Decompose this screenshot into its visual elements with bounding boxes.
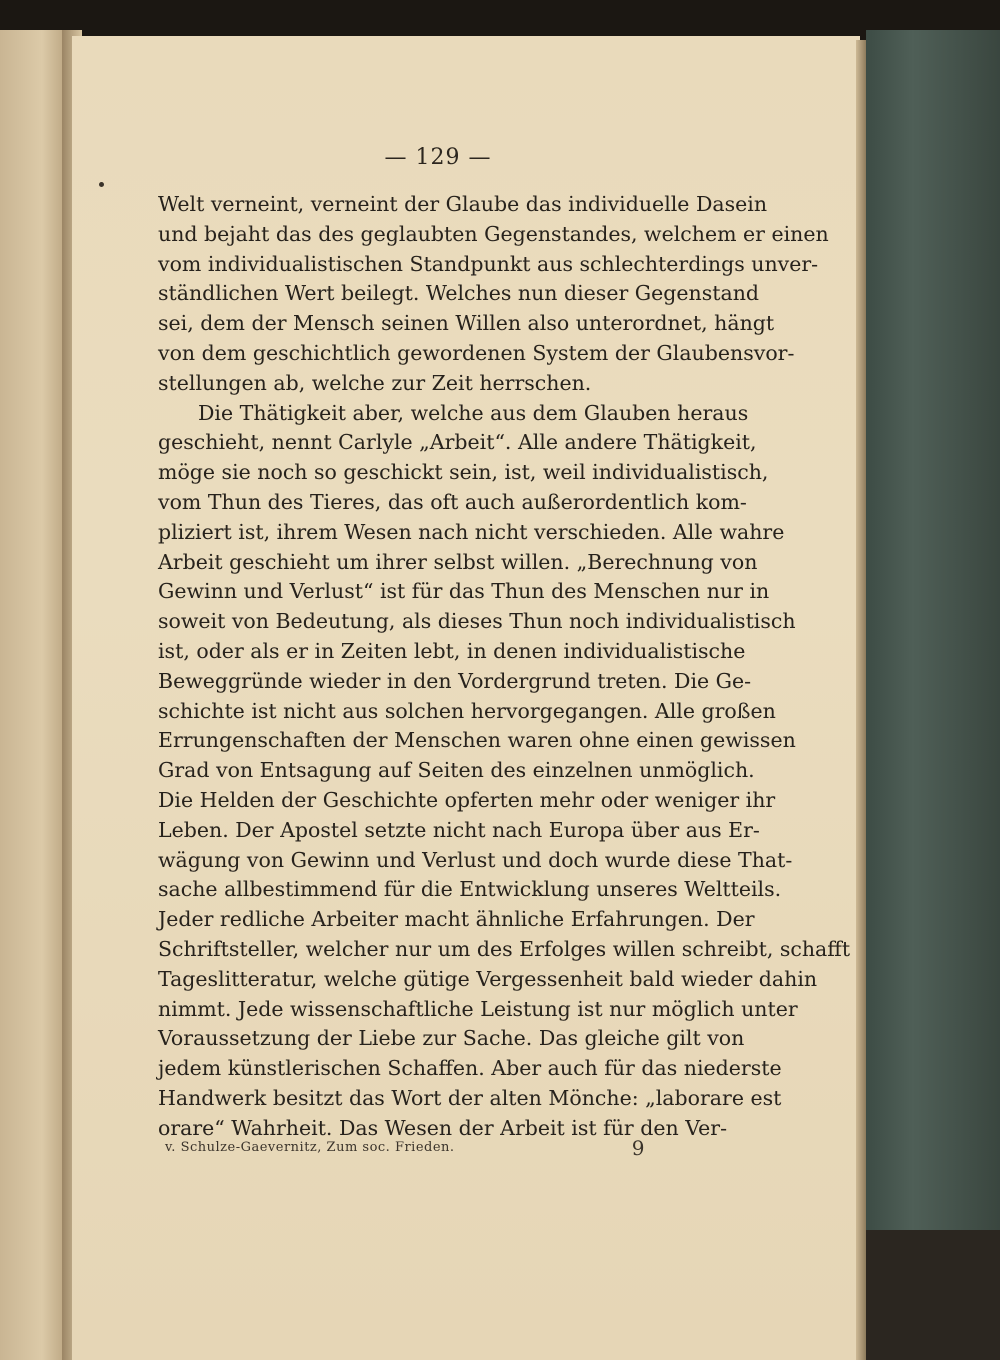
footer-citation: v. Schulze-Gaevernitz, Zum soc. Frieden. bbox=[165, 1140, 455, 1155]
page-number: — 129 — bbox=[384, 145, 492, 170]
text-line: ist, oder als er in Zeiten lebt, in denen individualistische bbox=[158, 638, 746, 663]
body-text bbox=[158, 190, 851, 1144]
text-line: Die Helden der Geschichte opferten mehr oder weniger ihr bbox=[158, 787, 776, 812]
background-shadow bbox=[866, 1230, 1000, 1360]
text-line: Grad von Entsagung auf Seiten des einzelnen unmöglich. bbox=[158, 758, 755, 783]
page-stack-edge bbox=[856, 40, 866, 1360]
text-line: nimmt. Jede wissenschaftliche Leistung ist nur möglich unter bbox=[158, 996, 798, 1021]
text-line: möge sie noch so geschickt sein, ist, weil individualistisch, bbox=[158, 460, 769, 485]
page-footer bbox=[165, 1136, 645, 1160]
text-line: Arbeit geschieht um ihrer selbst willen. „Berechnung von bbox=[158, 549, 758, 574]
text-line: Beweggründe wieder in den Vordergrund treten. Die Ge- bbox=[158, 668, 752, 693]
text-line: Welt verneint, verneint der Glaube das individuelle Dasein bbox=[158, 192, 768, 216]
text-line: vom individualistischen Standpunkt aus schlechterdings unver- bbox=[158, 251, 819, 276]
text-line: wägung von Gewinn und Verlust und doch wurde diese That- bbox=[158, 847, 793, 872]
text-line: soweit von Bedeutung, als dieses Thun noch individualistisch bbox=[158, 609, 796, 634]
text-line: jedem künstlerischen Schaffen. Aber auch für das niederste bbox=[158, 1056, 782, 1081]
text-line: Jeder redliche Arbeiter macht ähnliche Erfahrungen. Der bbox=[158, 907, 755, 932]
text-line: Tageslitteratur, welche gütige Vergessenheit bald wieder dahin bbox=[158, 966, 818, 991]
text-line: schichte ist nicht aus solchen hervorgegangen. Alle großen bbox=[158, 698, 776, 723]
text-line: sache allbestimmend für die Entwicklung unseres Weltteils. bbox=[158, 877, 782, 902]
signature-mark: 9 bbox=[631, 1136, 645, 1160]
text-line: stellungen ab, welche zur Zeit herrschen. bbox=[158, 370, 592, 395]
left-page-edge bbox=[0, 30, 70, 1360]
text-line: Schriftsteller, welcher nur um des Erfolges willen schreibt, schafft bbox=[158, 936, 851, 961]
book-cover-binding bbox=[866, 30, 1000, 1360]
text-line: orare“ Wahrheit. Das Wesen der Arbeit ist für den Ver- bbox=[158, 1115, 727, 1140]
text-line: Voraussetzung der Liebe zur Sache. Das gleiche gilt von bbox=[158, 1026, 745, 1051]
text-line: von dem geschichtlich gewordenen System der Glaubensvor- bbox=[158, 340, 795, 365]
text-line: pliziert ist, ihrem Wesen nach nicht verschieden. Alle wahre bbox=[158, 519, 785, 544]
text-line: Errungenschaften der Menschen waren ohne einen gewissen bbox=[158, 728, 796, 753]
text-line: und bejaht das des geglaubten Gegenstandes, welchem er einen bbox=[158, 221, 829, 246]
text-line: Die Thätigkeit aber, welche aus dem Glauben heraus bbox=[198, 400, 749, 425]
text-line: vom Thun des Tieres, das oft auch außerordentlich kom- bbox=[158, 489, 747, 514]
text-line: ständlichen Wert beilegt. Welches nun dieser Gegenstand bbox=[158, 281, 760, 306]
text-line: Handwerk besitzt das Wort der alten Mönche: „laborare est bbox=[158, 1085, 782, 1110]
ink-speck bbox=[99, 182, 104, 187]
text-line: geschieht, nennt Carlyle „Arbeit“. Alle andere Thätigkeit, bbox=[158, 430, 757, 455]
text-line: Gewinn und Verlust“ ist für das Thun des Menschen nur in bbox=[158, 579, 770, 604]
text-line: sei, dem der Mensch seinen Willen also unterordnet, hängt bbox=[158, 311, 775, 336]
text-line: Leben. Der Apostel setzte nicht nach Europa über aus Er- bbox=[158, 817, 760, 842]
